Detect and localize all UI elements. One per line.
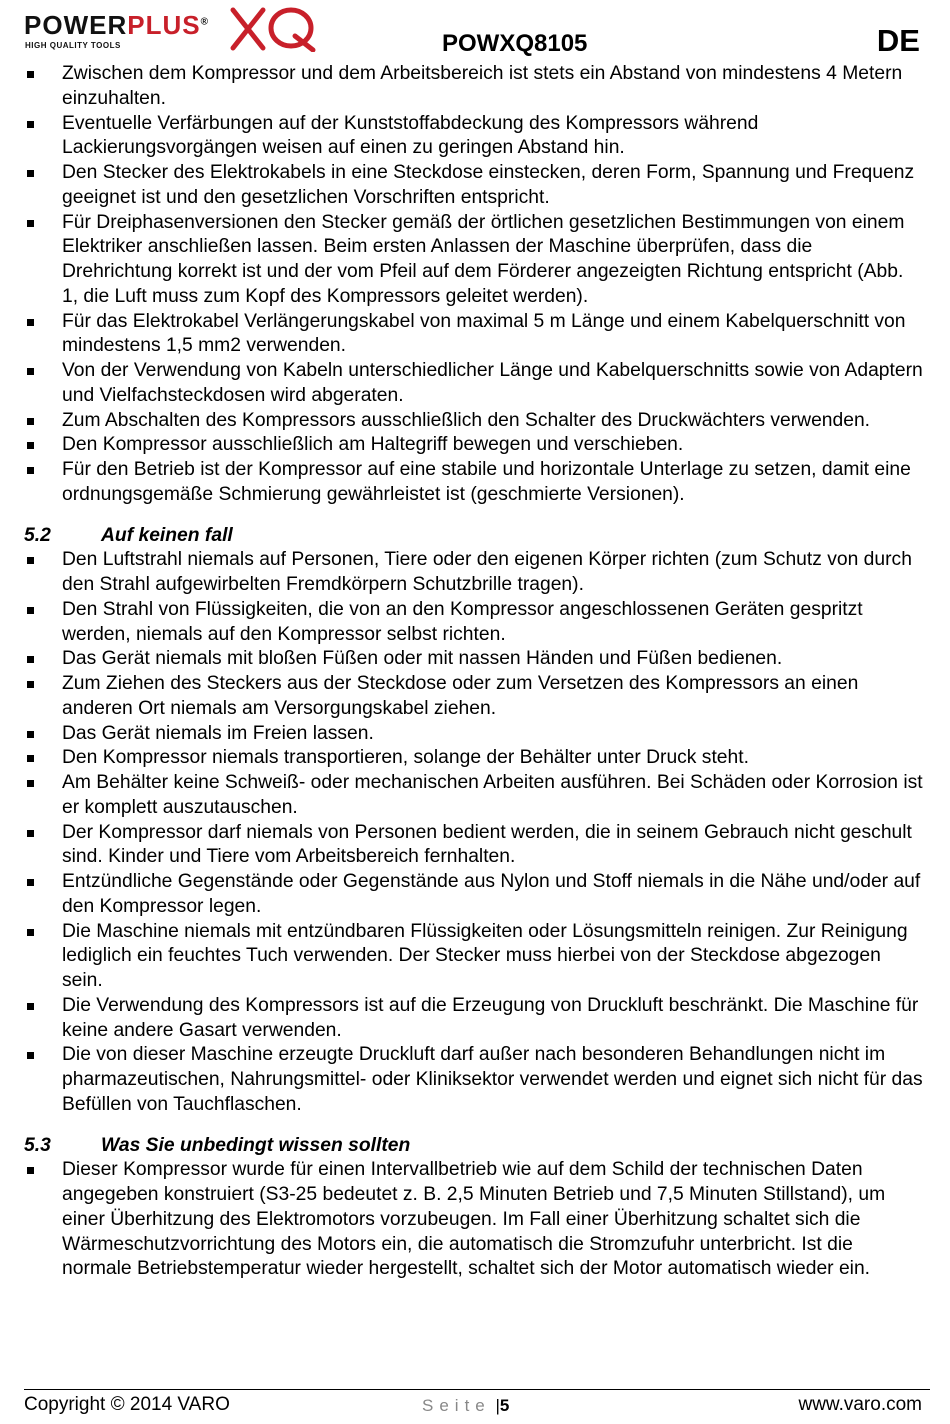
list-item xyxy=(24,161,924,211)
page-indicator xyxy=(422,1396,509,1416)
section-heading-5-3 xyxy=(24,1134,924,1159)
list-item-text: Am Behälter keine Schweiß- oder mechanischen Arbeiten ausführen. Bei Schäden oder Korrosion ist er komplett auszutauschen. xyxy=(62,772,923,818)
logo-plus-text: PLUS xyxy=(127,10,201,40)
list-item-text: Den Stecker des Elektrokabels in eine Steckdose einstecken, deren Form, Spannung und Frequenz geeignet ist und den gesetzlichen Vorschriften entspricht. xyxy=(62,162,915,208)
list-item xyxy=(24,672,924,722)
bullet-icon xyxy=(27,830,34,837)
list-item-text: Das Gerät niemals im Freien lassen. xyxy=(62,722,374,744)
page-number: 5 xyxy=(499,1396,510,1415)
list-item xyxy=(24,771,924,821)
list-item-text: Der Kompressor darf niemals von Personen bedient werden, die in seinem Gebrauch nicht geschult sind. Kinder und Tiere vom Arbeitsbereich fernhalten. xyxy=(62,821,912,868)
list-item xyxy=(24,920,924,994)
section-5-2-list xyxy=(24,548,924,1117)
list-item-text: Von der Verwendung von Kabeln unterschiedlicher Länge und Kabelquerschnitts sowie von Adaptern und Vielfachsteckdosen wird abgeraten. xyxy=(62,360,923,406)
list-item-text: Den Kompressor ausschließlich am Haltegriff bewegen und verschieben. xyxy=(62,434,684,456)
list-item xyxy=(24,310,924,360)
list-item-text: Den Luftstrahl niemals auf Personen, Tiere oder den eigenen Körper richten (zum Schutz von durch den Strahl aufgewirbelten Fremdkörpern Schutzbrille tragen). xyxy=(62,549,912,595)
list-item-text: Für Dreiphasenversionen den Stecker gemäß der örtlichen gesetzlichen Bestimmungen von einem Elektriker anschließen lassen. Beim ersten Anlassen der Maschine überprüfen, dass die Drehrichtung korrekt ist und der vom Pfeil auf dem Förderer angezeigten Richtung entspricht (Abb. 1, die Luft muss zum Kopf des Kompressors geleitet werden). xyxy=(62,211,905,307)
list-item xyxy=(24,62,924,112)
model-number: POWXQ8105 xyxy=(442,30,588,57)
list-item xyxy=(24,1043,924,1117)
bullet-icon xyxy=(27,780,34,787)
section-title: Was Sie unbedingt wissen sollten xyxy=(101,1134,411,1156)
page-header xyxy=(0,0,950,62)
bullet-icon xyxy=(27,368,34,375)
list-item-text: Zum Abschalten des Kompressors ausschließlich den Schalter des Druckwächters verwenden. xyxy=(62,409,871,431)
list-item-text: Dieser Kompressor wurde für einen Intervallbetrieb wie auf dem Schild der technischen Daten angegeben konstruiert (S3-25 bedeutet z. B. 2,5 Minuten Betrieb und 7,5 Minuten Stillstand), um einer Überhitzung des Elektromotors vorzubeugen. Im Fall einer Überhitzung schaltet sich die Wärmeschutzvorrichtung des Motors ein, die automatisch die Stromzufuhr unterbricht. Ist die normale Betriebstemperatur wieder hergestellt, schaltet sich der Motor automatisch wieder ein. xyxy=(62,1159,886,1280)
bullet-icon xyxy=(27,557,34,564)
bullet-icon xyxy=(27,656,34,663)
list-item xyxy=(24,433,924,458)
bullet-icon xyxy=(27,755,34,762)
bullet-icon xyxy=(27,1052,34,1059)
list-item-text: Entzündliche Gegenstände oder Gegenstände aus Nylon und Stoff niemals in die Nähe und/oder auf den Kompressor legen. xyxy=(62,871,921,917)
bullet-icon xyxy=(27,170,34,177)
footer-divider xyxy=(24,1389,930,1390)
list-item xyxy=(24,359,924,409)
page-label: Seite xyxy=(422,1396,491,1415)
bullet-icon xyxy=(27,879,34,886)
copyright-text: Copyright © 2014 VARO xyxy=(24,1394,230,1415)
list-item xyxy=(24,994,924,1044)
bullet-icon xyxy=(27,607,34,614)
bullet-icon xyxy=(27,681,34,688)
logo-power-text: POWER xyxy=(24,10,128,40)
logo-tagline: HIGH QUALITY TOOLS xyxy=(25,41,121,50)
list-item-text: Den Kompressor niemals transportieren, solange der Behälter unter Druck steht. xyxy=(62,747,749,769)
bullet-icon xyxy=(27,731,34,738)
list-item-text: Für das Elektrokabel Verlängerungskabel von maximal 5 m Länge und einem Kabelquerschnitt von mindestens 1,5 mm2 verwenden. xyxy=(62,310,906,357)
list-item-text: Die Verwendung des Kompressors ist auf die Erzeugung von Druckluft beschränkt. Die Maschine für keine andere Gasart verwenden. xyxy=(62,994,919,1041)
powerplus-xq-logo xyxy=(24,6,314,52)
list-item xyxy=(24,722,924,747)
logo-xq-mark xyxy=(229,6,319,52)
list-item xyxy=(24,1158,924,1282)
list-item xyxy=(24,409,924,434)
list-item xyxy=(24,458,924,508)
page-separator: | xyxy=(495,1396,500,1415)
list-item-text: Den Strahl von Flüssigkeiten, die von an den Kompressor angeschlossenen Geräten gespritzt werden, niemals auf den Kompressor selbst richten. xyxy=(62,598,863,645)
logo-wordmark xyxy=(24,10,209,41)
list-item xyxy=(24,598,924,648)
section-5-3-list xyxy=(24,1158,924,1282)
list-item-text: Das Gerät niemals mit bloßen Füßen oder mit nassen Händen und Füßen bedienen. xyxy=(62,648,783,670)
bullet-icon xyxy=(27,319,34,326)
list-item-text: Zwischen dem Kompressor und dem Arbeitsbereich ist stets ein Abstand von mindestens 4 Metern einzuhalten. xyxy=(62,63,903,109)
list-item-text: Eventuelle Verfärbungen auf der Kunststoffabdeckung des Kompressors während Lackierungsvorgängen weisen auf einen zu geringen Abstand hin. xyxy=(62,112,759,159)
section-number: 5.2 xyxy=(24,524,51,546)
list-item xyxy=(24,647,924,672)
bullet-icon xyxy=(27,71,34,78)
list-item-text: Die Maschine niemals mit entzündbaren Flüssigkeiten oder Lösungsmitteln reinigen. Zur Reinigung lediglich ein feuchtes Tuch verwenden. Der Stecker muss hierbei von der Steckdose abgezogen sein. xyxy=(62,920,908,991)
bullet-icon xyxy=(27,929,34,936)
list-item xyxy=(24,211,924,310)
language-code: DE xyxy=(876,23,920,58)
document-body xyxy=(24,62,924,1282)
bullet-icon xyxy=(27,467,34,474)
section-number: 5.3 xyxy=(24,1134,51,1156)
bullet-icon xyxy=(27,121,34,128)
bullet-icon xyxy=(27,1167,34,1174)
bullet-icon xyxy=(27,418,34,425)
bullet-icon xyxy=(27,220,34,227)
bullet-icon xyxy=(27,442,34,449)
list-item xyxy=(24,870,924,920)
intro-list xyxy=(24,62,924,508)
section-heading-5-2 xyxy=(24,524,924,549)
list-item xyxy=(24,548,924,598)
list-item xyxy=(24,821,924,871)
list-item-text: Für den Betrieb ist der Kompressor auf eine stabile und horizontale Unterlage zu setzen, damit eine ordnungsgemäße Schmierung gewährleistet ist (geschmierte Versionen). xyxy=(62,459,911,505)
website-link[interactable]: www.varo.com xyxy=(798,1394,922,1415)
list-item-text: Die von dieser Maschine erzeugte Druckluft darf außer nach besonderen Behandlungen nicht im pharmazeutischen, Nahrungsmittel- oder Kliniksektor verwendet werden und eignet sich nicht für das Befüllen von Tauchflaschen. xyxy=(62,1044,923,1115)
section-title: Auf keinen fall xyxy=(101,524,233,546)
list-item-text: Zum Ziehen des Steckers aus der Steckdose oder zum Versetzen des Kompressors an einen anderen Ort niemals am Versorgungskabel ziehen. xyxy=(62,673,859,719)
logo-registered-mark: ® xyxy=(200,16,209,28)
list-item xyxy=(24,746,924,771)
bullet-icon xyxy=(27,1003,34,1010)
list-item xyxy=(24,112,924,162)
